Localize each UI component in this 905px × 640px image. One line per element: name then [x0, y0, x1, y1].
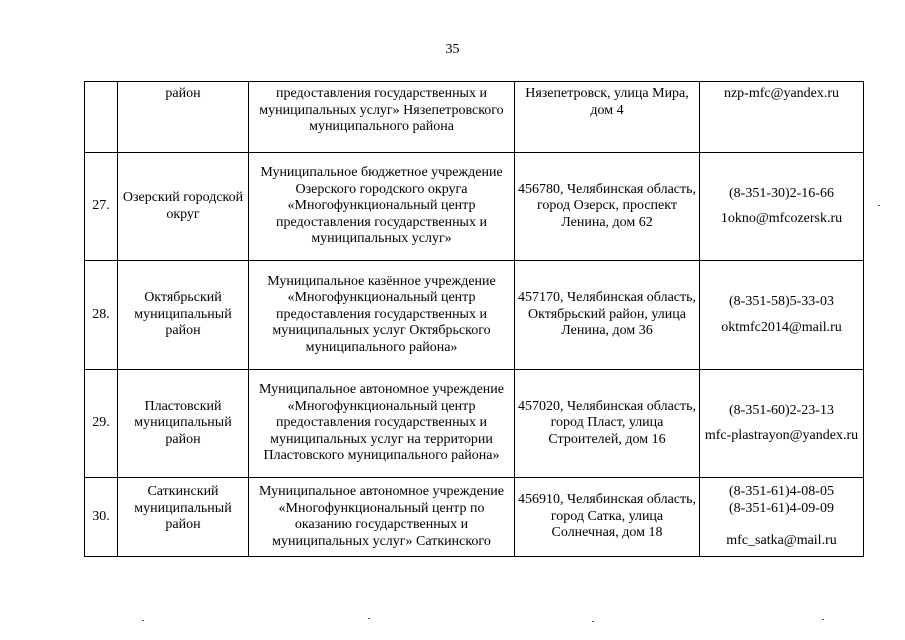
- contacts-cell: [700, 261, 864, 370]
- district-cell: Озерский городской округ: [118, 153, 249, 261]
- scan-speck: [142, 620, 144, 621]
- address-cell: 456780, Челябинская область, город Озерск, проспект Ленина, дом 62: [515, 153, 700, 261]
- institution-cell: Муниципальное автономное учреждение «Многофункциональный центр по оказанию государственных и муниципальных услуг» Саткинского: [249, 478, 515, 557]
- contacts-cell: [700, 82, 864, 153]
- phone: (8-351-58)5-33-03: [729, 294, 834, 309]
- district-cell: Октябрьский муниципальный район: [118, 261, 249, 370]
- row-number: [85, 82, 118, 153]
- institution-cell: Муниципальное автономное учреждение «Многофункциональный центр предоставления государственных и муниципальных услуг на территории Пластовского муниципального района»: [249, 370, 515, 478]
- address-cell: Нязепетровск, улица Мира, дом 4: [515, 82, 700, 153]
- email: nzp-mfc@yandex.ru: [723, 86, 840, 101]
- mfc-table: [84, 81, 864, 557]
- contacts-cell: [700, 478, 864, 557]
- email: mfc_satka@mail.ru: [726, 533, 837, 548]
- institution-cell: предоставления государственных и муниципальных услуг» Нязепетровского муниципального района: [249, 82, 515, 153]
- phone: (8-351-30)2-16-66: [729, 185, 834, 201]
- table-row: [85, 478, 864, 557]
- email: oktmfc2014@mail.ru: [721, 319, 842, 335]
- scan-speck: [878, 205, 880, 206]
- table-row: [85, 370, 864, 478]
- institution-cell: Муниципальное казённое учреждение «Многофункциональный центр предоставления государственных и муниципальных услуг Октябрьского муниципального района»: [249, 261, 515, 370]
- institution-cell: Муниципальное бюджетное учреждение Озерского городского округа «Многофункциональный центр предоставления государственных и муниципальных услуг»: [249, 153, 515, 261]
- address-cell: 457170, Челябинская область, Октябрьский район, улица Ленина, дом 36: [515, 261, 700, 370]
- contacts-cell: [700, 370, 864, 478]
- phone: (8-351-61)4-09-09: [729, 500, 834, 516]
- email: 1okno@mfcozersk.ru: [720, 211, 843, 226]
- email: mfc-plastrayon@yandex.ru: [704, 428, 859, 443]
- table-row: [85, 153, 864, 261]
- table-row: [85, 82, 864, 153]
- address-cell: 457020, Челябинская область, город Пласт, улица Строителей, дом 16: [515, 370, 700, 478]
- phone: (8-351-60)2-23-13: [729, 402, 834, 418]
- scan-speck: [822, 619, 824, 620]
- address-cell: 456910, Челябинская область, город Сатка, улица Солнечная, дом 18: [515, 478, 700, 557]
- scan-speck: [592, 621, 594, 622]
- scan-speck: [368, 618, 370, 619]
- district-cell: Саткинский муниципальный район: [118, 478, 249, 557]
- district-cell: Пластовский муниципальный район: [118, 370, 249, 478]
- row-number: 29.: [85, 370, 118, 478]
- district-cell: район: [118, 82, 249, 153]
- row-number: 28.: [85, 261, 118, 370]
- table-row: [85, 261, 864, 370]
- page-number: 35: [445, 42, 460, 57]
- contacts-cell: [700, 153, 864, 261]
- row-number: 27.: [85, 153, 118, 261]
- phone: (8-351-61)4-08-05: [729, 484, 834, 499]
- row-number: 30.: [85, 478, 118, 557]
